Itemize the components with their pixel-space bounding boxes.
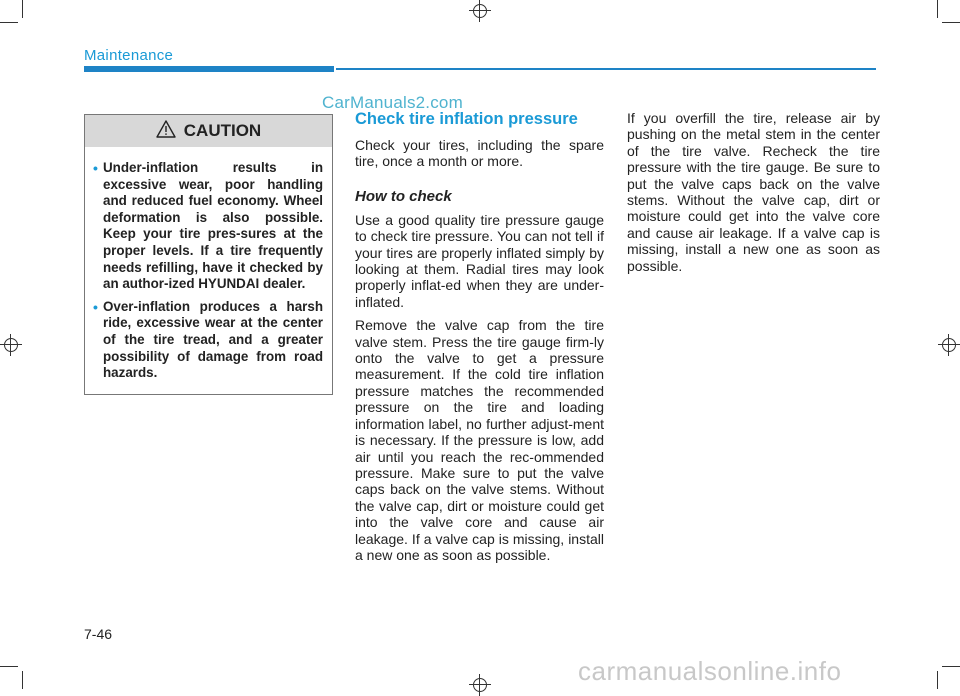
registration-mark-icon (469, 0, 491, 22)
content-column-middle (355, 110, 604, 570)
header-rule-bold (84, 66, 334, 72)
crop-mark (0, 22, 18, 23)
caution-list (85, 147, 332, 382)
crop-mark (942, 22, 960, 23)
crop-mark (937, 671, 938, 689)
section-heading: Check tire inflation pressure (355, 110, 578, 128)
warning-triangle-icon (156, 120, 176, 143)
subsection-heading: How to check (355, 187, 452, 205)
crop-mark (942, 666, 960, 667)
registration-mark-icon (469, 674, 491, 696)
crop-mark (937, 0, 938, 18)
body-paragraph: If you overfill the tire, release air by pushing on the metal stem in the center of the tire valve. Recheck the tire pressure with the tire gauge. Be sure to put the valve caps back on the valve stems. Without the valve cap, dirt or moisture could get into the valve core and cause air leakage. If a valve cap is missing, install a new one as soon as possible. (627, 110, 880, 274)
caution-header (85, 115, 332, 147)
crop-mark (22, 671, 23, 689)
registration-mark-icon (0, 334, 22, 356)
page-number: 7-46 (84, 626, 113, 642)
registration-mark-icon (938, 334, 960, 356)
caution-item: • Under-inflation results in excessive wear, poor handling and reduced fuel economy. Wheel deformation is also possible. Keep your tire pres-sures at the proper levels. If a tire frequently needs refilling, have it checked by an author-ized HYUNDAI dealer. (103, 160, 323, 293)
content-column-right (627, 110, 880, 281)
crop-mark (0, 666, 18, 667)
crop-mark (22, 0, 23, 18)
caution-item: • Over-inflation produces a harsh ride, excessive wear at the center of the tire tread, and a greater possibility of damage from road hazards. (103, 299, 323, 382)
watermark-top: CarManuals2.com (322, 93, 463, 112)
body-paragraph: Use a good quality tire pressure gauge to check tire pressure. You can not tell if your tires are properly inflated simply by looking at them. Radial tires may look properly inflat-ed when they are under-inflated. (355, 211, 604, 310)
caution-title: CAUTION (183, 121, 262, 140)
header-rule-thin (336, 68, 876, 70)
caution-box (84, 114, 333, 395)
section-title: Maintenance (84, 47, 174, 64)
watermark-bottom: carmanualsonline.info (578, 656, 842, 686)
intro-paragraph: Check your tires, including the spare tire, once a month or more. (355, 137, 604, 170)
body-paragraph: Remove the valve cap from the tire valve stem. Press the tire gauge firm-ly onto the valve to get a pressure measurement. If the cold tire inflation pressure matches the recommended pressure on the tire and loading information label, no further adjust-ment is necessary. If the pressure is low, add air until you reach the rec-ommended pressure. Make sure to put the valve caps back on the valve stems. Without the valve cap, dirt or moisture could get into the valve core and cause air leakage. If a valve cap is missing, install a new one as soon as possible. (355, 317, 604, 563)
